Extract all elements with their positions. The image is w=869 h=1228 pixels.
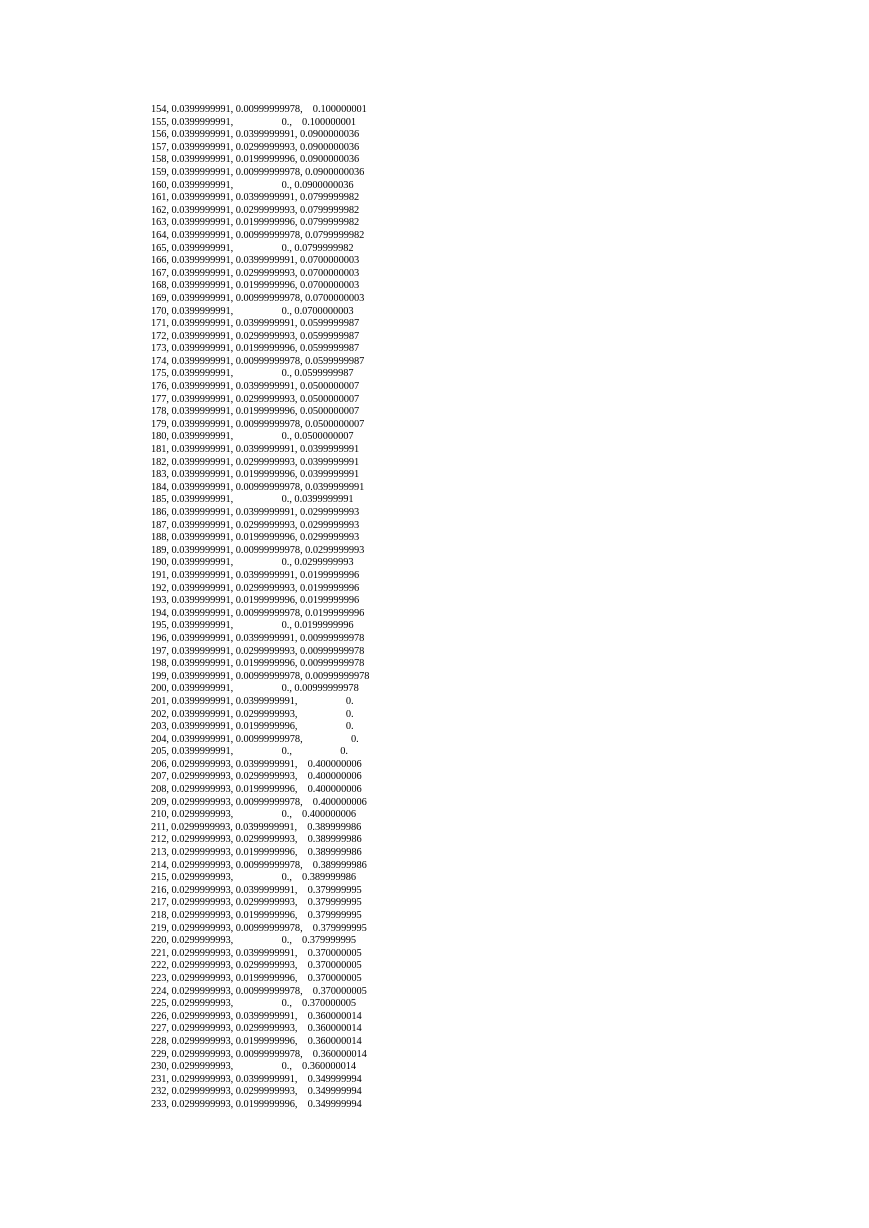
data-line: 206, 0.0299999993, 0.0399999991, 0.400000006 (151, 758, 362, 770)
data-line: 194, 0.0399999991, 0.00999999978, 0.0199999996 (151, 607, 365, 619)
data-line: 173, 0.0399999991, 0.0199999996, 0.0599999987 (151, 343, 360, 355)
data-line: 212, 0.0299999993, 0.0299999993, 0.389999986 (151, 834, 362, 846)
data-line: 210, 0.0299999993, 0., 0.400000006 (151, 809, 357, 821)
data-line: 164, 0.0399999991, 0.00999999978, 0.0799999982 (151, 229, 365, 241)
data-line: 177, 0.0399999991, 0.0299999993, 0.0500000007 (151, 393, 360, 405)
data-line: 166, 0.0399999991, 0.0399999991, 0.0700000003 (151, 255, 360, 267)
data-line: 165, 0.0399999991, 0., 0.0799999982 (151, 242, 354, 254)
data-line: 187, 0.0399999991, 0.0299999993, 0.0299999993 (151, 519, 360, 531)
data-line: 159, 0.0399999991, 0.00999999978, 0.0900000036 (151, 166, 365, 178)
data-line: 202, 0.0399999991, 0.0299999993, 0. (151, 708, 354, 720)
data-line: 155, 0.0399999991, 0., 0.100000001 (151, 116, 357, 128)
data-line: 178, 0.0399999991, 0.0199999996, 0.0500000007 (151, 406, 360, 418)
data-line: 209, 0.0299999993, 0.00999999978, 0.400000006 (151, 796, 367, 808)
data-line: 208, 0.0299999993, 0.0199999996, 0.400000006 (151, 784, 362, 796)
data-line: 216, 0.0299999993, 0.0399999991, 0.379999995 (151, 884, 362, 896)
data-line: 203, 0.0399999991, 0.0199999996, 0. (151, 721, 354, 733)
data-line: 183, 0.0399999991, 0.0199999996, 0.0399999991 (151, 469, 360, 481)
data-line: 215, 0.0299999993, 0., 0.389999986 (151, 872, 357, 884)
data-line: 186, 0.0399999991, 0.0399999991, 0.0299999993 (151, 507, 360, 518)
data-line: 220, 0.0299999993, 0., 0.379999995 (151, 935, 357, 947)
data-line: 170, 0.0399999991, 0., 0.0700000003 (151, 305, 354, 317)
data-line: 230, 0.0299999993, 0., 0.360000014 (151, 1061, 357, 1073)
data-line: 217, 0.0299999993, 0.0299999993, 0.379999995 (151, 897, 362, 909)
node-coordinate-listing (151, 104, 411, 1112)
data-line: 182, 0.0399999991, 0.0299999993, 0.0399999991 (151, 456, 360, 468)
data-line: 176, 0.0399999991, 0.0399999991, 0.0500000007 (151, 381, 360, 393)
data-line: 227, 0.0299999993, 0.0299999993, 0.360000014 (151, 1023, 362, 1035)
data-line: 196, 0.0399999991, 0.0399999991, 0.00999999978 (151, 632, 365, 644)
data-line: 198, 0.0399999991, 0.0199999996, 0.00999999978 (151, 658, 365, 670)
data-line: 168, 0.0399999991, 0.0199999996, 0.0700000003 (151, 280, 360, 292)
data-line: 154, 0.0399999991, 0.00999999978, 0.100000001 (151, 104, 367, 115)
data-line: 222, 0.0299999993, 0.0299999993, 0.370000005 (151, 960, 362, 972)
data-line: 163, 0.0399999991, 0.0199999996, 0.0799999982 (151, 217, 360, 229)
data-line: 197, 0.0399999991, 0.0299999993, 0.00999999978 (151, 645, 365, 657)
data-line: 200, 0.0399999991, 0., 0.00999999978 (151, 683, 359, 695)
data-line: 185, 0.0399999991, 0., 0.0399999991 (151, 494, 354, 506)
data-line: 226, 0.0299999993, 0.0399999991, 0.360000014 (151, 1010, 362, 1022)
data-line: 214, 0.0299999993, 0.00999999978, 0.389999986 (151, 859, 367, 871)
data-line: 195, 0.0399999991, 0., 0.0199999996 (151, 620, 354, 632)
data-line: 171, 0.0399999991, 0.0399999991, 0.0599999987 (151, 318, 360, 330)
data-line: 184, 0.0399999991, 0.00999999978, 0.0399999991 (151, 481, 365, 493)
data-line: 175, 0.0399999991, 0., 0.0599999987 (151, 368, 354, 380)
data-line: 191, 0.0399999991, 0.0399999991, 0.0199999996 (151, 569, 360, 581)
data-line: 213, 0.0299999993, 0.0199999996, 0.389999986 (151, 847, 362, 859)
data-line: 207, 0.0299999993, 0.0299999993, 0.400000006 (151, 771, 362, 783)
data-line: 160, 0.0399999991, 0., 0.0900000036 (151, 179, 354, 191)
data-line: 192, 0.0399999991, 0.0299999993, 0.0199999996 (151, 582, 360, 594)
data-line: 223, 0.0299999993, 0.0199999996, 0.370000005 (151, 972, 362, 984)
data-line: 218, 0.0299999993, 0.0199999996, 0.379999995 (151, 910, 362, 921)
data-line: 174, 0.0399999991, 0.00999999978, 0.0599999987 (151, 355, 365, 367)
data-line: 180, 0.0399999991, 0., 0.0500000007 (151, 431, 354, 443)
data-line: 211, 0.0299999993, 0.0399999991, 0.389999986 (151, 821, 362, 833)
data-line: 229, 0.0299999993, 0.00999999978, 0.360000014 (151, 1048, 367, 1060)
data-line: 157, 0.0399999991, 0.0299999993, 0.0900000036 (151, 141, 360, 153)
data-line: 232, 0.0299999993, 0.0299999993, 0.349999994 (151, 1086, 362, 1098)
data-line: 158, 0.0399999991, 0.0199999996, 0.0900000036 (151, 154, 360, 166)
data-line: 190, 0.0399999991, 0., 0.0299999993 (151, 557, 354, 569)
data-line: 189, 0.0399999991, 0.00999999978, 0.0299999993 (151, 544, 365, 556)
data-line: 169, 0.0399999991, 0.00999999978, 0.0700000003 (151, 292, 365, 304)
data-line: 228, 0.0299999993, 0.0199999996, 0.360000014 (151, 1035, 362, 1047)
data-line: 161, 0.0399999991, 0.0399999991, 0.0799999982 (151, 192, 360, 204)
data-line: 181, 0.0399999991, 0.0399999991, 0.0399999991 (151, 444, 360, 456)
data-line: 199, 0.0399999991, 0.00999999978, 0.00999999978 (151, 670, 370, 682)
data-line: 231, 0.0299999993, 0.0399999991, 0.349999994 (151, 1073, 362, 1085)
data-line: 224, 0.0299999993, 0.00999999978, 0.370000005 (151, 985, 367, 997)
data-line: 225, 0.0299999993, 0., 0.370000005 (151, 998, 357, 1010)
data-line: 188, 0.0399999991, 0.0199999996, 0.0299999993 (151, 532, 360, 544)
data-line: 167, 0.0399999991, 0.0299999993, 0.0700000003 (151, 267, 360, 279)
data-line: 205, 0.0399999991, 0., 0. (151, 746, 348, 758)
data-line: 162, 0.0399999991, 0.0299999993, 0.0799999982 (151, 204, 360, 216)
data-line: 193, 0.0399999991, 0.0199999996, 0.0199999996 (151, 595, 360, 607)
data-line: 233, 0.0299999993, 0.0199999996, 0.349999994 (151, 1098, 362, 1110)
data-line: 221, 0.0299999993, 0.0399999991, 0.370000005 (151, 947, 362, 959)
data-line: 201, 0.0399999991, 0.0399999991, 0. (151, 695, 354, 707)
data-line: 179, 0.0399999991, 0.00999999978, 0.0500000007 (151, 418, 365, 430)
data-line: 172, 0.0399999991, 0.0299999993, 0.0599999987 (151, 330, 360, 342)
data-line: 156, 0.0399999991, 0.0399999991, 0.0900000036 (151, 129, 360, 141)
data-line: 219, 0.0299999993, 0.00999999978, 0.379999995 (151, 922, 367, 934)
data-line: 204, 0.0399999991, 0.00999999978, 0. (151, 733, 359, 745)
